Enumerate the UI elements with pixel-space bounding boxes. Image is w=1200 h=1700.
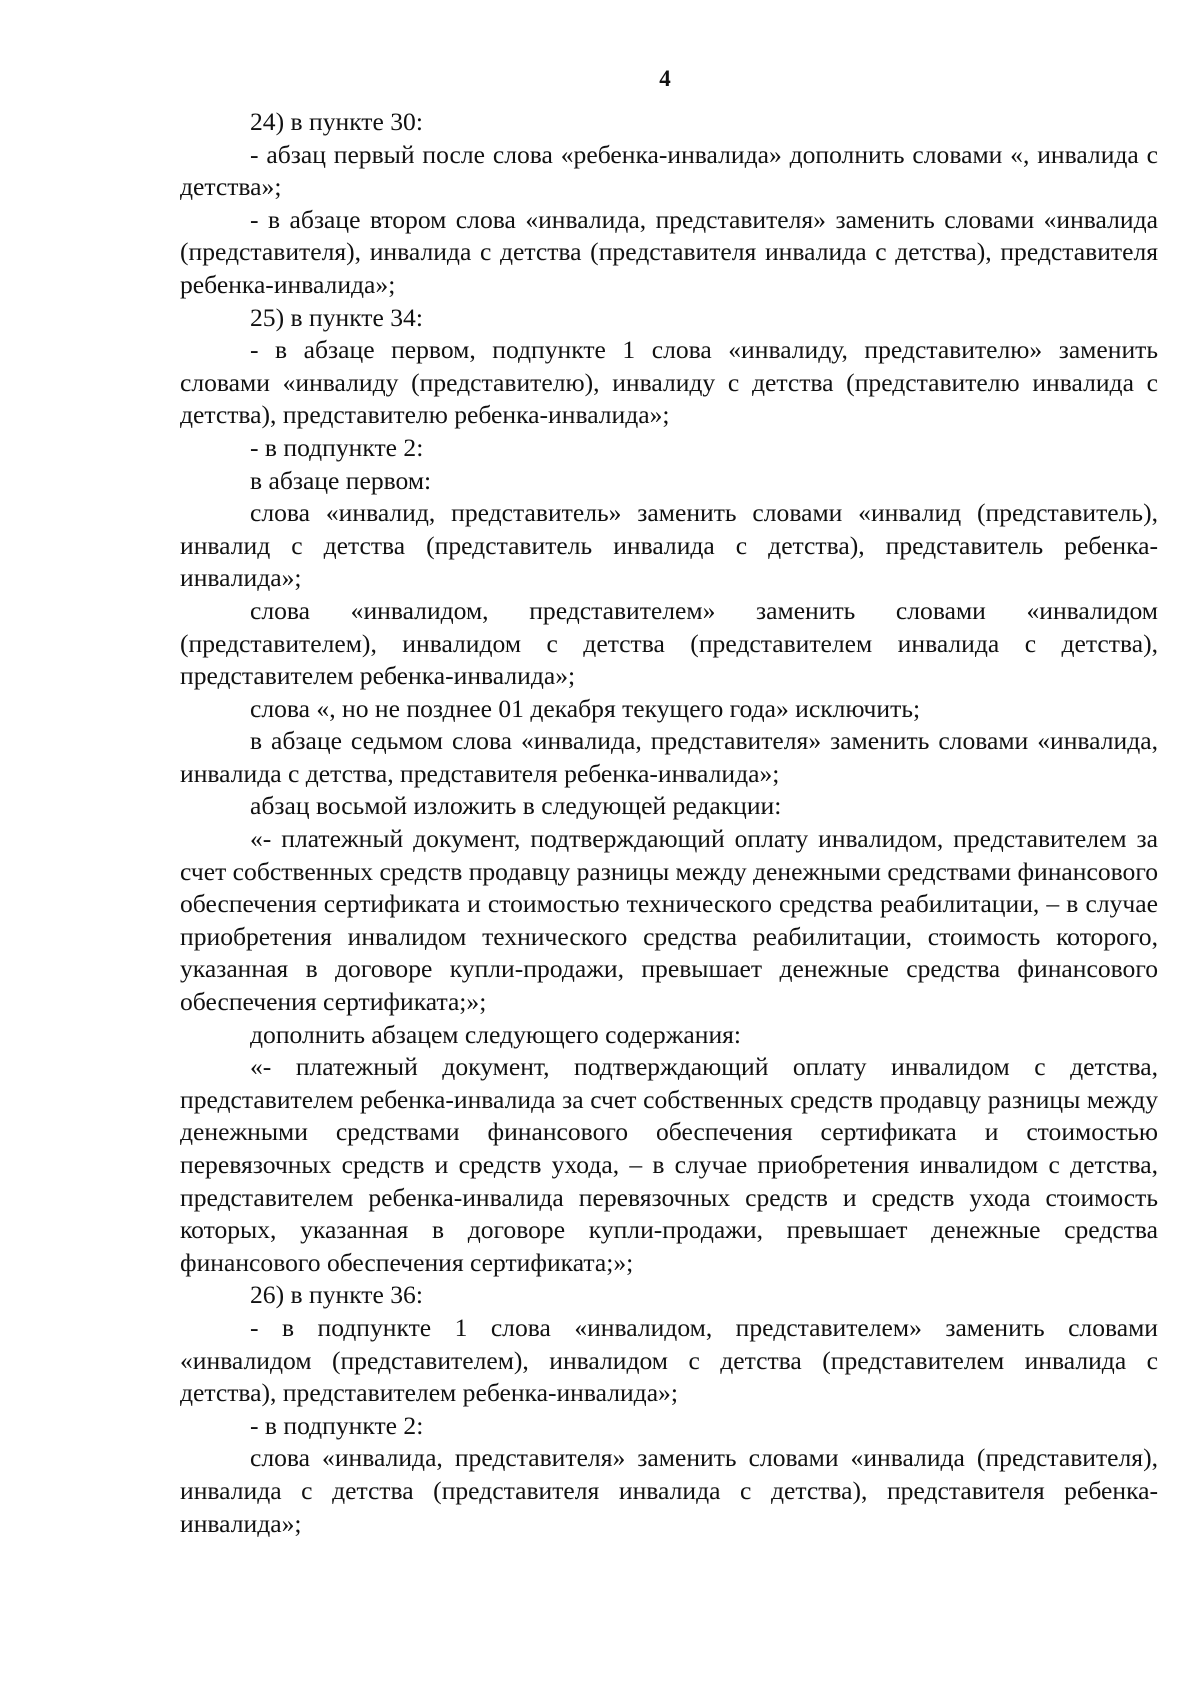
paragraph-subheading: абзац восьмой изложить в следующей редакции:	[250, 791, 782, 821]
paragraph: - в абзаце первом, подпункте 1 слова «инвалиду, представителю» заменить словами «инвалиду (представителю), инвалиду с детства (представителю инвалида с детства), представителю ребенка-инвалида»;	[180, 335, 1158, 430]
paragraph-subheading: в абзаце первом:	[250, 465, 432, 495]
paragraph: слова «, но не позднее 01 декабря текущего года» исключить;	[250, 693, 921, 723]
paragraph: в абзаце седьмом слова «инвалида, представителя» заменить словами «инвалида, инвалида с детства, представителя ребенка-инвалида»;	[180, 726, 1158, 788]
paragraph-item-25-heading: 25) в пункте 34:	[250, 302, 423, 332]
paragraph-subitem-heading: - в подпункте 2:	[250, 432, 424, 462]
paragraph-quoted: «- платежный документ, подтверждающий оплату инвалидом с детства, представителем ребенка-инвалида за счет собственных средств продавцу разницы между денежными средствами финансового обеспечения сертификата и стоимостью перевязочных средств и средств ухода, – в случае приобретения инвалидом с детства, представителем ребенка-инвалида перевязочных средств и средств ухода стоимость которых, указанная в договоре купли-продажи, превышает денежные средства финансового обеспечения сертификата;»;	[180, 1052, 1158, 1277]
paragraph-item-26-heading: 26) в пункте 36:	[250, 1280, 423, 1310]
paragraph: слова «инвалидом, представителем» заменить словами «инвалидом (представителем), инвалидом с детства (представителем инвалида с детства), представителем ребенка-инвалида»;	[180, 595, 1158, 691]
paragraph: слова «инвалид, представитель» заменить словами «инвалид (представитель), инвалид с детства (представитель инвалида с детства), представитель ребенка-инвалида»;	[180, 498, 1158, 593]
paragraph: - в подпункте 1 слова «инвалидом, представителем» заменить словами «инвалидом (представителем), инвалидом с детства (представителем инвалида с детства), представителем ребенка-инвалида»;	[180, 1312, 1158, 1408]
paragraph-item-24-heading: 24) в пункте 30:	[250, 107, 423, 136]
paragraph: слова «инвалида, представителя» заменить словами «инвалида (представителя), инвалида с детства (представителя инвалида с детства), представителя ребенка-инвалида»;	[180, 1443, 1158, 1538]
paragraph-quoted: «- платежный документ, подтверждающий оплату инвалидом, представителем за счет собственных средств продавцу разницы между денежными средствами финансового обеспечения сертификата и стоимостью технического средства реабилитации, – в случае приобретения инвалидом технического средства реабилитации, стоимость которого, указанная в договоре купли-продажи, превышает денежные средства финансового обеспечения сертификата;»;	[180, 824, 1159, 1017]
paragraph: - в абзаце втором слова «инвалида, представителя» заменить словами «инвалида (представителя), инвалида с детства (представителя инвалида с детства), представителя ребенка-инвалида»;	[180, 204, 1158, 299]
document-body	[180, 106, 1158, 1540]
paragraph-subheading: дополнить абзацем следующего содержания:	[250, 1019, 742, 1049]
paragraph-subitem-heading: - в подпункте 2:	[250, 1410, 424, 1440]
page-number: 4	[659, 66, 671, 91]
paragraph: - абзац первый после слова «ребенка-инвалида» дополнить словами «, инвалида с детства»;	[180, 139, 1158, 202]
